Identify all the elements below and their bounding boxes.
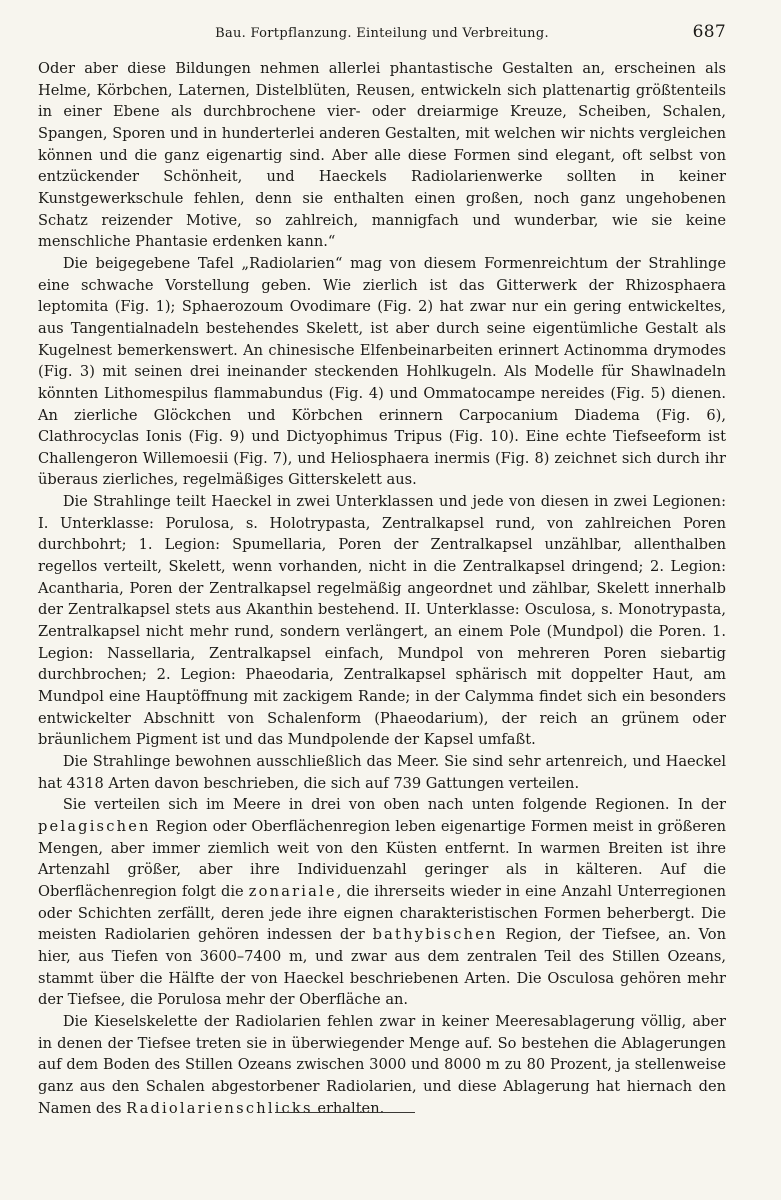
paragraph-2: Die beigegebene Tafel „Radiolarien“ mag von diesem Formenreichtum der Strahlinge eine schwache Vorstellung geben. Wie zierlich ist das Gitterwerk der Rhizosphaera leptomita (Fig. 1); Sphaerozoum Ovodimare (Fig. 2) hat zwar nur ein gering entwickeltes, aus Tangentialnadeln bestehendes Skelett, ist aber durch seine eigentümliche Gestalt als Kugelnest bemerkenswert. An chinesische Elfenbeinarbeiten erinnert Actinomma drymodes (Fig. 3) mit seinen drei ineinander steckenden Hohlkugeln. Als Modelle für Shawlnadeln könnten Lithomespilus flammabundus (Fig. 4) und Ommatocampe nereides (Fig. 5) dienen. An zierliche Glöckchen und Körbchen erinnern Carpocanium Diadema (Fig. 6), Clathrocyclas Ionis (Fig. 9) und Dictyophimus Tripus (Fig. 10). Eine echte Tiefseeform ist Challengeron Willemoesii (Fig. 7), und Heliosphaera inermis (Fig. 8) zeichnet sich durch ihr überaus zierliches, regelmäßiges Gitterskelett aus. [38,254,726,489]
paragraph-4: Die Strahlinge bewohnen ausschließlich das Meer. Sie sind sehr artenreich, und Haeckel hat 4318 Arten davon beschrieben, die sich auf 739 Gattungen verteilen. [38,753,726,792]
term-pelagic: pelagischen [38,817,151,835]
page-number: 687 [692,22,726,42]
paragraph-5 [38,794,726,1011]
paragraph-5-text-2: Region oder Oberflächenregion leben eigenartige Formen meist in größeren Mengen, aber immer ziemlich weit von den Küsten entfernt. In warmen Breiten ist ihre Artenzahl größer, aber ihre Individuenzahl geringer als in kälteren. Auf die Oberflächenregion folgt die [38,817,727,900]
paragraph-5-text-3: , die ihrerseits wieder in eine Anzahl Unterregionen oder Schichten zerfällt, deren jede ihre eignen charakteristischen Formen beherbergt. Die meisten Radiolarien gehören indessen der [38,882,726,944]
term-zonarial: zonariale [248,882,337,900]
term-radiolarian-ooze: Radiolarienschlicks [126,1099,313,1117]
paragraph-1: Oder aber diese Bildungen nehmen allerlei phantastische Gestalten an, erscheinen als Helme, Körbchen, Laternen, Distelblüten, Reusen, entwickeln sich plattenartig größtenteils in einer Ebene als durchbrochene vier- oder dreiarmige Kreuze, Scheiben, Schalen, Spangen, Sporen und in hunderterlei anderen Gestalten, mit welchen wir nichts vergleichen können und die ganz eigenartig sind. Aber alle diese Formen sind elegant, oft selbst von entzückender Schönheit, und Haeckels Radiolarienwerke sollten in keiner Kunstgewerkschule fehlen, denn sie enthalten einen großen, noch ganz ungehobenen Schatz reizender Motive, so zahlreich, mannigfach und wunderbar, wie sie keine menschliche Phantasie erdenken kann.“ [38,60,726,251]
running-head: Bau. Fortpflanzung. Einteilung und Verbreitung. [215,26,549,41]
paragraph-5-text-1: Sie verteilen sich im Meere in drei von oben nach unten folgende Regionen. In der [62,796,726,814]
end-rule [275,1112,415,1113]
paragraph-6-text-2: erhalten. [317,1099,385,1117]
body-text [38,58,726,1119]
paragraph-5-text-4: Region, der Tiefsee, an. Von hier, aus Tiefen von 3600–7400 m, und zwar aus dem zentralen Teil des Stillen Ozeans, stammt über die Hälfte der von Haeckel beschriebenen Arten. Die Osculosa gehören mehr der Tiefsee, die Porulosa mehr der Oberfläche an. [38,926,726,1009]
paragraph-6-text-1: Die Kieselskelette der Radiolarien fehlen zwar in keiner Meeresablagerung völlig, aber in denen der Tiefsee treten sie in überwiegender Menge auf. So bestehen die Ablagerungen auf dem Boden des Stillen Ozeans zwischen 3000 und 8000 m zu 80 Prozent, ja stellenweise ganz aus den Schalen abgestorbener Radiolarien, und diese Ablagerung hat hiernach den Namen des [38,1012,726,1117]
paragraph-3: Die Strahlinge teilt Haeckel in zwei Unterklassen und jede von diesen in zwei Legionen: I. Unterklasse: Porulosa, s. Holotrypasta, Zentralkapsel rund, von zahlreichen Poren durchbohrt; 1. Legion: Spumellaria, Poren der Zentralkapsel unzählbar, allenthalben regellos verteilt, Skelett, wenn vorhanden, nicht in die Zentralkapsel dringend; 2. Legion: Acantharia, Poren der Zentralkapsel regelmäßig angeordnet und zählbar, Skelett innerhalb der Zentralkapsel stets aus Akanthin bestehend. II. Unterklasse: Osculosa, s. Monotrypasta, Zentralkapsel nicht mehr rund, sondern verlängert, an einem Pole (Mundpol) die Poren. 1. Legion: Nassellaria, Zentralkapsel einfach, Mundpol von mehreren Poren siebartig durchbrochen; 2. Legion: Phaeodaria, Zentralkapsel sphärisch mit doppelter Haut, am Mundpol eine Hauptöffnung mit zackigem Rande; in der Calymma findet sich ein besonders entwickelter Abschnitt von Schalenform (Phaeodarium), der reich an grünem oder bräunlichem Pigment ist und das Mundpolende der Kapsel umfaßt. [38,493,726,749]
book-page [38,18,726,1119]
term-bathybic: bathybischen [372,926,498,944]
page-header [38,18,726,44]
paragraph-6 [38,1011,726,1119]
